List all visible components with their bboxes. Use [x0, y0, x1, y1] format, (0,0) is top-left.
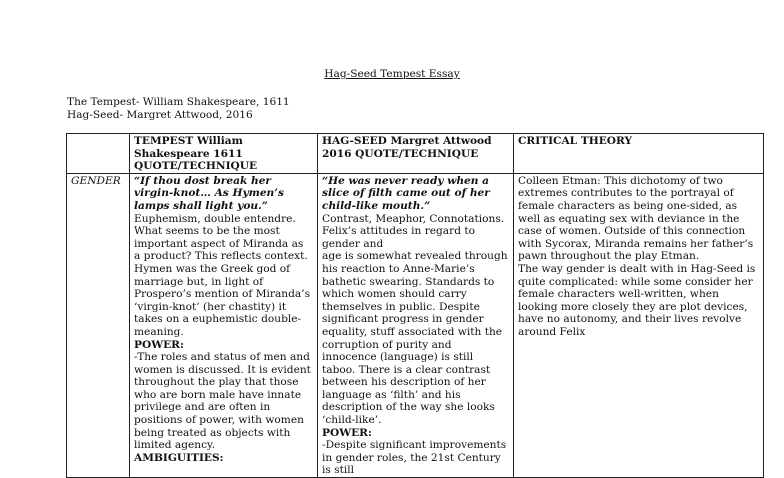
header-tempest: TEMPEST William Shakespeare 1611 QUOTE/TECHNIQUE [130, 134, 318, 174]
intro-block [67, 96, 290, 122]
hagseed-power-heading: POWER: [322, 426, 372, 439]
document-title: Hag-Seed Tempest Essay [324, 68, 460, 80]
critical-hagseed: The way gender is dealt with in Hag-Seed is quite complicated: while some consider her female characters well-written, when looking more closely they are plot devices, have no autonomy, and their lives revolve around Felix [518, 262, 756, 338]
hagseed-analysis: age is somewhat revealed through his reaction to Anne-Marie’s bathetic swearing. Standards to which women should carry themselves in public. Despite significant progress in gender equality, stuff associated with the corruption of purity and innocence (language) is still taboo. There is a clear contrast between his description of her language as ‘filth’ and his description of the way she looks ‘child-like’. [322, 250, 508, 427]
hagseed-quote: “He was never ready when a slice of filth came out of her child-like mouth.” [322, 174, 490, 212]
hagseed-cell [318, 173, 514, 477]
header-hagseed: HAG-SEED Margret Attwood 2016 QUOTE/TECHNIQUE [318, 134, 514, 174]
gender-row [67, 173, 764, 477]
hagseed-techniques: Contrast, Meaphor, Connotations. Felix’s attitudes in regard to gender and [322, 212, 505, 250]
header-critical: CRITICAL THEORY [514, 134, 764, 174]
critical-etman: Colleen Etman: This dichotomy of two extremes contributes to the portrayal of female characters as being one-sided, as well as equating sex with deviance in the case of women. Outside of this connection with Sycorax, Miranda remains her father’s pawn throughout the play Etman. [518, 174, 754, 263]
row-label-gender: GENDER [67, 173, 130, 477]
tempest-cell [130, 173, 318, 477]
header-blank [67, 134, 130, 174]
critical-cell [514, 173, 764, 477]
tempest-power-heading: POWER: [134, 338, 184, 351]
hagseed-power-text: -Despite significant improvements in gender roles, the 21st Century is still [322, 439, 507, 477]
essay-table [66, 133, 764, 478]
tempest-power-text: -The roles and status of men and women is discussed. It is evident throughout the play that those who are born male have innate privilege and are often in positions of power, with women being treated as objects with limited agency. [134, 351, 311, 452]
intro-line-tempest: The Tempest- William Shakespeare, 1611 [67, 96, 290, 108]
header-row [67, 134, 764, 174]
tempest-ambiguities-heading: AMBIGUITIES: [134, 451, 224, 464]
intro-line-hagseed: Hag-Seed- Margret Attwood, 2016 [67, 109, 253, 121]
tempest-analysis: Euphemism, double entendre. What seems to be the most important aspect of Miranda as a product? This reflects context. Hymen was the Greek god of marriage but, in light of Prospero’s mention of Miranda’s ‘virgin-knot’ (her chastity) it takes on a euphemistic double-meaning. [134, 212, 311, 338]
tempest-quote: “If thou dost break her virgin-knot… As Hymen’s lamps shall light you.” [134, 174, 284, 212]
